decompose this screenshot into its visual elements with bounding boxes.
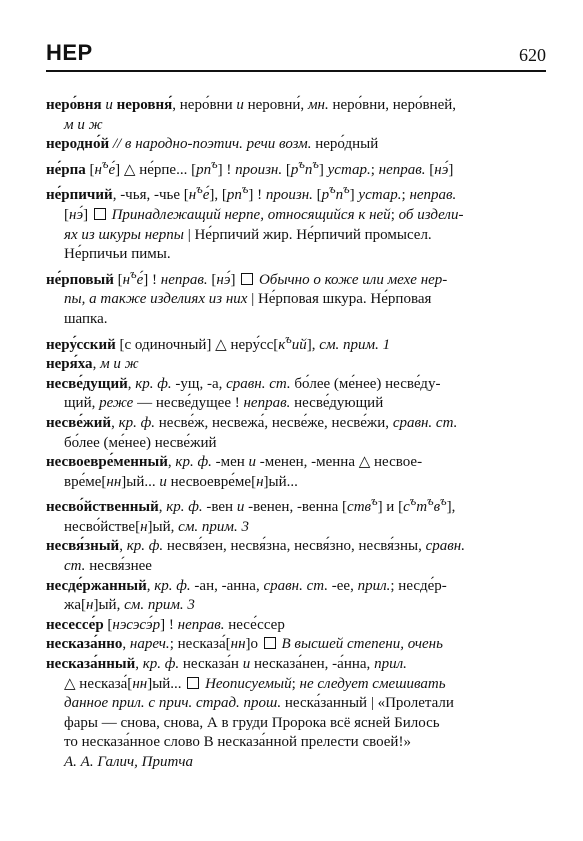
entry-line: несказа́нно, нареч.; несказа́[нн]о В высшей степени, очень <box>46 636 443 653</box>
dictionary-entry <box>46 537 546 576</box>
entry-line: не́рповый $[н^ъе́]$ ! неправ. [нэ́] Обычно о коже или мехе нер- <box>46 266 448 288</box>
entry-line: неро́вня и неровня́, неро́вни и неровни́, мн. неро́вни, неро́вней, <box>46 97 457 113</box>
entry-line: неродно́й // в народно-поэтич. речи возм. неро́дный <box>46 136 379 153</box>
dictionary-entry <box>46 616 546 636</box>
dictionary-entry <box>46 265 546 330</box>
dictionary-entry <box>46 375 546 414</box>
entry-line: Не́рпичьи пимы. <box>64 246 171 263</box>
entry-line: △ несказа́[нн]ый... Неописуемый; не следует смешивать <box>64 675 446 692</box>
dictionary-entry <box>46 96 546 135</box>
entry-line: несде́ржанный, кр. ф. -ан, -анна, сравн. ст. -ее, прил.; несде́р- <box>46 577 447 594</box>
dictionary-entry <box>46 635 546 655</box>
entry-line: несво́йстве[н]ый, см. прим. 3 <box>64 518 249 535</box>
entry-line: А. А. Галич, Притча <box>64 754 194 770</box>
entry-line: пы, а также изделиях из них | Не́рповая шкура. Не́рповая <box>64 291 432 308</box>
entry-line: несказа́нный, кр. ф. несказа́н и несказа́нен, -а́нна, прил. <box>46 656 407 673</box>
entry-line: несве́жий, кр. ф. несве́ж, несвежа́, несве́же, несве́жи, сравн. ст. <box>46 414 458 431</box>
running-head <box>46 38 546 72</box>
entry-line: не́рпичий, -чья, -чье $[н^ъе́]$, $[рп^ъ]$ ! произн. $[р^ъп^ъ]$ устар.; неправ. <box>46 182 457 204</box>
dictionary-entries <box>46 96 546 773</box>
entry-line: бо́лее (ме́нее) несве́жий <box>64 434 217 451</box>
dictionary-entry <box>46 135 546 155</box>
entry-line: ст. несвя́знее <box>64 558 152 575</box>
entry-line: фары — снова, снова, А в груди Пророка всё ясней Билось <box>64 714 440 731</box>
entry-line: щий, реже — несве́дущее ! неправ. несве́дующий <box>64 395 384 412</box>
entry-line: м и ж <box>64 116 103 133</box>
entry-line: жа[н]ый, см. прим. 3 <box>64 597 195 614</box>
entry-line: несвя́зный, кр. ф. несвя́зен, несвя́зна, несвя́зно, несвя́зны, сравн. <box>46 538 465 555</box>
dictionary-entry <box>46 155 546 181</box>
entry-line: [нэ́] Принадлежащий нерпе, относящийся к ней; об издели- <box>64 206 464 223</box>
dictionary-entry <box>46 355 546 375</box>
entry-line: не́рпа $[н^ъе́]$ △ не́рпе... $[рп^ъ]$ ! произн. $[р^ъп^ъ]$ устар.; неправ. [нэ́] <box>46 156 454 178</box>
entry-line: шапка. <box>64 310 108 327</box>
dictionary-entry <box>46 414 546 453</box>
entry-line: несве́дущий, кр. ф. -ущ, -а, сравн. ст. бо́лее (ме́нее) несве́ду- <box>46 375 441 392</box>
dictionary-page <box>46 38 546 773</box>
entry-line: несво́йственный, кр. ф. -вен и -венен, -венна [ств$^ъ$] и $[с^ът^ъв^ъ]$, <box>46 494 456 516</box>
dictionary-entry <box>46 492 546 537</box>
page-number: 620 <box>519 45 546 65</box>
dictionary-entry <box>46 655 546 773</box>
entry-line: несвоевре́менный, кр. ф. -мен и -менен, -менна △ несвое- <box>46 454 423 471</box>
entry-line: неря́ха, м и ж <box>46 356 139 373</box>
entry-line: то несказа́нное слово В несказа́нной прелести своей!» <box>64 734 411 751</box>
entry-line: несессе́р [нэсэсэ́р] ! неправ. несе́ссер <box>46 616 285 633</box>
dictionary-entry <box>46 180 546 264</box>
running-head-word: НЕР <box>46 40 93 65</box>
dictionary-entry <box>46 577 546 616</box>
entry-line: неру́сский [с одиночный] △ $неру́сс[к^ъий]$, см. прим. 1 <box>46 331 391 353</box>
dictionary-entry <box>46 453 546 492</box>
entry-line: данное прил. с прич. страд. прош. неска́занный | «Пролетали <box>64 695 454 712</box>
entry-line: вре́ме[нн]ый... и несвоевре́ме[н]ый... <box>64 473 298 490</box>
dictionary-entry <box>46 330 546 356</box>
entry-line: ях из шкуры нерпы | Не́рпичий жир. Не́рпичий промысел. <box>64 226 432 243</box>
